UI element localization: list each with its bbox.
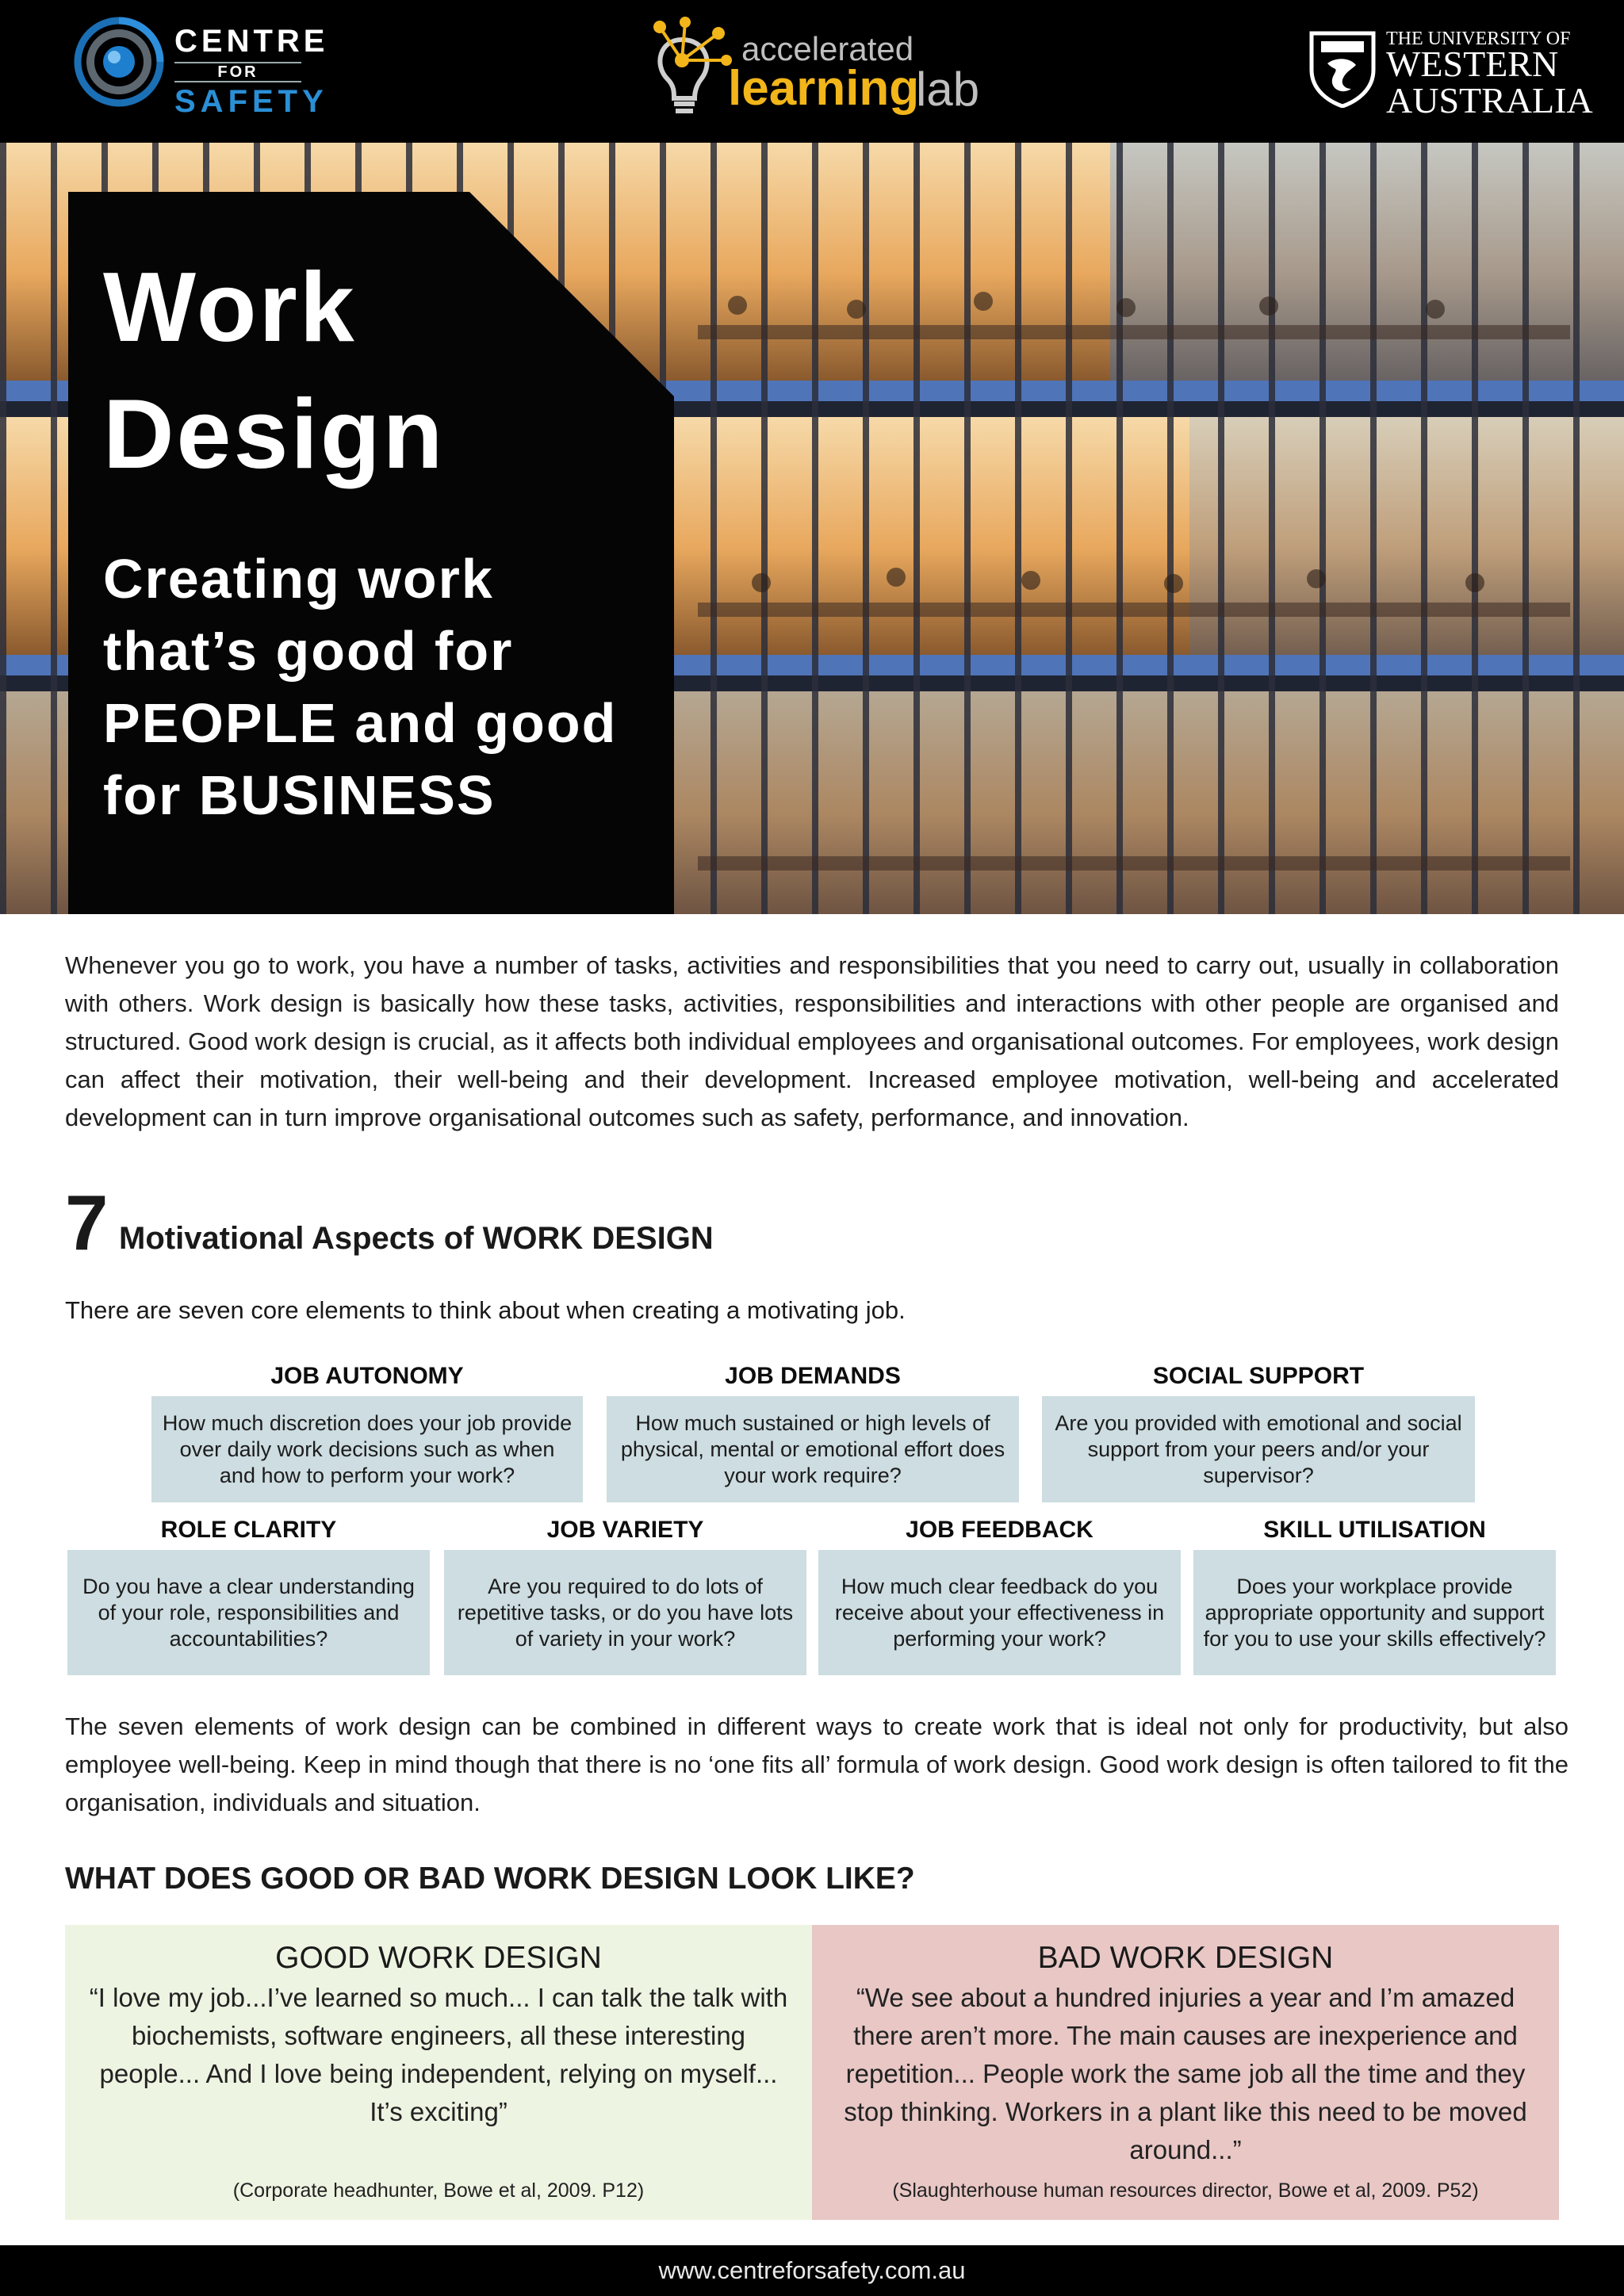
bad-work-design-panel	[812, 1925, 1559, 2220]
uwa-logo	[1307, 29, 1593, 121]
uwa-australia: AUSTRALIA	[1386, 80, 1593, 121]
bad-panel-quote: “We see about a hundred injuries a year and I’m amazed there aren’t more. The main causes are inexperience and repetition... People work the same job all the time and they stop thinking. Workers in a plant like this need to be moved around...”	[844, 1983, 1527, 2164]
page-title	[103, 244, 595, 498]
aspect-job-feedback	[818, 1510, 1181, 1675]
centre-for-safety-emblem-icon	[73, 16, 165, 108]
aspect-description: How much clear feedback do you receive about your effectiveness in performing your work?	[818, 1550, 1181, 1675]
aspect-title: SOCIAL SUPPORT	[1152, 1363, 1365, 1389]
subtitle-line-4: for BUSINESS	[103, 764, 496, 826]
all-line2: learning	[728, 61, 920, 116]
aspect-title: JOB AUTONOMY	[270, 1363, 464, 1389]
aspect-description: How much discretion does your job provide over daily work decisions such as when and how to perform your work?	[151, 1396, 583, 1502]
aspect-description: Does your workplace provide appropriate opportunity and support for you to use your skills effectively?	[1193, 1550, 1556, 1675]
uwa-western: WESTERN	[1386, 44, 1559, 84]
uwa-line1: THE UNIVERSITY OF	[1386, 29, 1571, 49]
subtitle-line-3: PEOPLE and good	[103, 692, 618, 754]
hero-section	[0, 143, 1624, 914]
aspect-description: How much sustained or high levels of physical, mental or emotional effort does your work require?	[607, 1396, 1019, 1502]
subtitle-line-2: that’s good for	[103, 620, 514, 682]
comparison-heading: WHAT DOES GOOD OR BAD WORK DESIGN LOOK LIKE?	[65, 1862, 915, 1896]
cfs-line1: CENTRE	[174, 24, 329, 59]
good-panel-quote: “I love my job...I’ve learned so much... I can talk the talk with biochemists, software engineers, all these interesting people... And I love being independent, relying on myself... It’s exciting”	[89, 1983, 788, 2126]
footer-bar	[0, 2245, 1624, 2296]
aspect-title: ROLE CLARITY	[160, 1517, 337, 1543]
good-panel-title: GOOD WORK DESIGN	[275, 1941, 602, 1975]
section-heading	[65, 1179, 1017, 1270]
aspect-title: JOB VARIETY	[546, 1517, 704, 1543]
aspect-job-autonomy	[151, 1357, 583, 1502]
aspect-title: SKILL UTILISATION	[1263, 1517, 1486, 1543]
subtitle-line-1: Creating work	[103, 548, 494, 610]
centre-for-safety-logo	[73, 14, 329, 119]
lightbulb-icon	[650, 16, 737, 119]
accelerated-learning-lab-logo	[650, 16, 983, 119]
aspect-description: Are you required to do lots of repetitive tasks, or do you have lots of variety in your work?	[444, 1550, 806, 1675]
aspect-title: JOB DEMANDS	[725, 1363, 901, 1389]
good-panel-source: (Corporate headhunter, Bowe et al, 2009. P12)	[232, 2179, 645, 2202]
footer-url[interactable]: www.centreforsafety.com.au	[658, 2256, 966, 2284]
aspect-job-demands	[607, 1357, 1019, 1502]
all-line1: accelerated	[741, 30, 914, 67]
uwa-crest-icon	[1307, 29, 1378, 108]
aspect-social-support	[1042, 1357, 1475, 1502]
header-bar	[0, 0, 1624, 143]
uwa-line2	[1386, 46, 1593, 119]
page-subtitle	[103, 543, 674, 832]
aspect-description: Do you have a clear understanding of your role, responsibilities and accountabilities?	[67, 1550, 430, 1675]
title-line-1: Work	[103, 253, 357, 362]
closing-paragraph: The seven elements of work design can be combined in different ways to create work that is ideal not only for productivity, but also employee well-being. Keep in mind though that there is no ‘one fits all’ formula of work design. Good work design is often tailored to fit the organisation, individuals and situation.	[65, 1712, 1568, 1816]
bad-panel-title: BAD WORK DESIGN	[1037, 1941, 1334, 1975]
aspect-title: JOB FEEDBACK	[906, 1517, 1094, 1543]
aspect-role-clarity	[67, 1510, 430, 1675]
aspect-description: Are you provided with emotional and social support from your peers and/or your supervisor?	[1042, 1396, 1475, 1502]
section-title: Motivational Aspects of WORK DESIGN	[119, 1221, 714, 1256]
intro-paragraph: Whenever you go to work, you have a number of tasks, activities and responsibilities that you need to carry out, usually in collaboration with others. Work design is basically how these tasks, activities, responsibilities and interactions with other people are organised and structured. Good work design is crucial, as it affects both individual employees and organisational outcomes. For employees, work design can affect their motivation, their well-being and their development. Increased employee motivation, well-being and accelerated development can in turn improve organisational outcomes such as safety, performance, and innovation.	[65, 951, 1559, 1131]
section-lead: There are seven core elements to think about when creating a motivating job.	[65, 1296, 906, 1324]
aspect-skill-utilisation	[1193, 1510, 1556, 1675]
section-number: 7	[65, 1179, 109, 1266]
all-line3: lab	[916, 63, 980, 116]
title-line-2: Design	[103, 380, 446, 489]
cfs-line3: SAFETY	[174, 84, 328, 119]
aspect-job-variety	[444, 1510, 806, 1675]
good-work-design-panel	[65, 1925, 812, 2220]
bad-panel-source: (Slaughterhouse human resources director, Bowe et al, 2009. P52)	[892, 2179, 1479, 2202]
cfs-line2: FOR	[174, 62, 301, 82]
